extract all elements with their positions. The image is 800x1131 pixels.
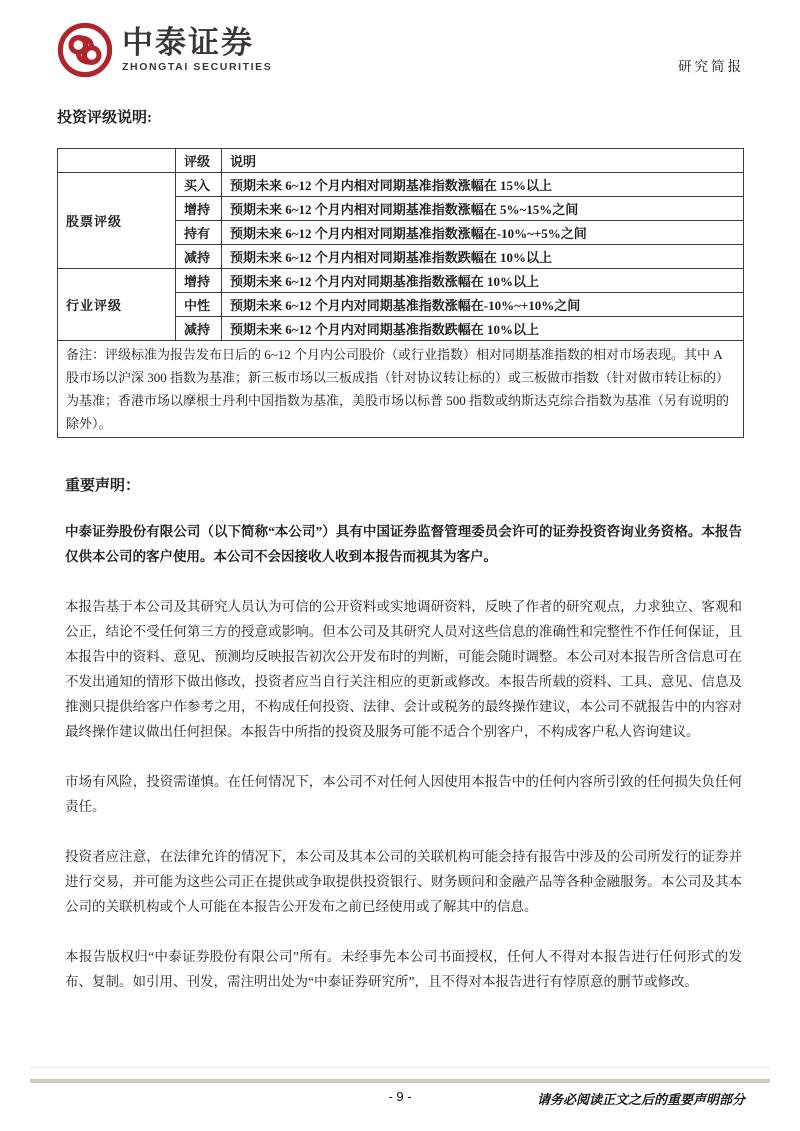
brand-name-cn: 中泰证券 (122, 25, 254, 61)
statement-paragraph: 本报告版权归“中泰证券股份有限公司”所有。未经事先本公司书面授权，任何人不得对本报告进行任何形式的发布、复制。如引用、刊发，需注明出处为“中泰证券研究所”，且不得对本报告进行有悖原意的删节或修改。 (65, 949, 742, 989)
rating-group-label: 行业评级 (58, 269, 176, 341)
statement-paragraph: 市场有风险，投资需谨慎。在任何情况下，本公司不对任何人因使用本报告中的任何内容所引致的任何损失负任何责任。 (65, 774, 742, 814)
footer-rule-thin (30, 1067, 770, 1079)
brand-name-en: ZHONGTAI SECURITIES (122, 61, 273, 74)
report-type-label: 研究简报 (678, 59, 744, 74)
rating-table-body (58, 173, 744, 341)
rating-description: 预期未来 6~12 个月内相对同期基准指数涨幅在 5%~15%之间 (222, 197, 744, 221)
rating-label: 增持 (176, 269, 222, 293)
rating-description: 预期未来 6~12 个月内相对同期基准指数跌幅在 10%以上 (222, 245, 744, 269)
rating-group-label: 股票评级 (58, 173, 176, 269)
footer-rule-thick (30, 1079, 770, 1083)
rating-label: 中性 (176, 293, 222, 317)
page-footer (30, 1067, 770, 1115)
rating-label: 增持 (176, 197, 222, 221)
rating-description: 预期未来 6~12 个月内相对同期基准指数涨幅在 15%以上 (222, 173, 744, 197)
page-number: - 9 - (388, 1089, 412, 1104)
rating-description: 预期未来 6~12 个月内对同期基准指数跌幅在 10%以上 (222, 317, 744, 341)
statement-section (57, 474, 744, 994)
statement-paragraph: 投资者应注意，在法律允许的情况下，本公司及其本公司的关联机构可能会持有报告中涉及的公司所发行的证券并进行交易，并可能为这些公司正在提供或争取提供投资银行、财务顾问和金融产品等各种金融服务。本公司及其本公司的关联机构或个人可能在本报告公开发布之前已经使用或了解其中的信息。 (65, 849, 742, 914)
footer-notice: 请务必阅读正文之后的重要声明部分 (536, 1092, 745, 1107)
rating-table-row (58, 269, 744, 293)
rating-table-row (58, 173, 744, 197)
rating-table-note-row (58, 341, 744, 438)
rating-table (57, 148, 744, 438)
rating-description: 预期未来 6~12 个月内对同期基准指数涨幅在 10%以上 (222, 269, 744, 293)
rating-label: 减持 (176, 245, 222, 269)
rating-description: 预期未来 6~12 个月内相对同期基准指数涨幅在-10%~+5%之间 (222, 221, 744, 245)
rating-label: 持有 (176, 221, 222, 245)
statement-paragraphs (65, 519, 742, 994)
rating-table-note: 备注：评级标准为报告发布日后的 6~12 个月内公司股价（或行业指数）相对同期基准指数的相对市场表现。其中 A 股市场以沪深 300 指数为基准；新三板市场以三板成指（针对协议转让标的）或三板做市指数（针对做市转让标的）为基准；香港市场以摩根士丹利中国指数为基准，美股市场以标普 500 指数或纳斯达克综合指数为基准（另有说明的除外）。 (58, 341, 744, 438)
statement-paragraph: 本报告基于本公司及其研究人员认为可信的公开资料或实地调研资料，反映了作者的研究观点，力求独立、客观和公正，结论不受任何第三方的授意或影响。但本公司及其研究人员对这些信息的准确性和完整性不作任何保证，且本报告中的资料、意见、预测均反映报告初次公开发布时的判断，可能会随时调整。本公司对本报告所含信息可在不发出通知的情形下做出修改，投资者应当自行关注相应的更新或修改。本报告所载的资料、工具、意见、信息及推测只提供给客户作参考之用，不构成任何投资、法律、会计或税务的最终操作建议，本公司不就报告中的内容对最终操作建议做出任何担保。本报告中所指的投资及服务可能不适合个别客户，不构成客户私人咨询建议。 (65, 599, 742, 739)
rating-section-title: 投资评级说明: (57, 110, 152, 126)
brand-logo (57, 22, 272, 78)
brand-text (122, 27, 272, 73)
rating-table-header-rating: 评级 (176, 149, 222, 173)
rating-table-header-description: 说明 (222, 149, 744, 173)
rating-table-header-row (58, 149, 744, 173)
page-header (57, 22, 744, 94)
rating-description: 预期未来 6~12 个月内对同期基准指数涨幅在-10%~+10%之间 (222, 293, 744, 317)
zhongtai-logo-icon (57, 22, 113, 78)
statement-title: 重要声明： (65, 478, 141, 494)
rating-label: 减持 (176, 317, 222, 341)
rating-table-header-empty (58, 149, 176, 173)
rating-label: 买入 (176, 173, 222, 197)
statement-paragraph: 中泰证券股份有限公司（以下简称“本公司”）具有中国证券监督管理委员会许可的证券投资咨询业务资格。本报告仅供本公司的客户使用。本公司不会因接收人收到本报告而视其为客户。 (65, 524, 742, 564)
